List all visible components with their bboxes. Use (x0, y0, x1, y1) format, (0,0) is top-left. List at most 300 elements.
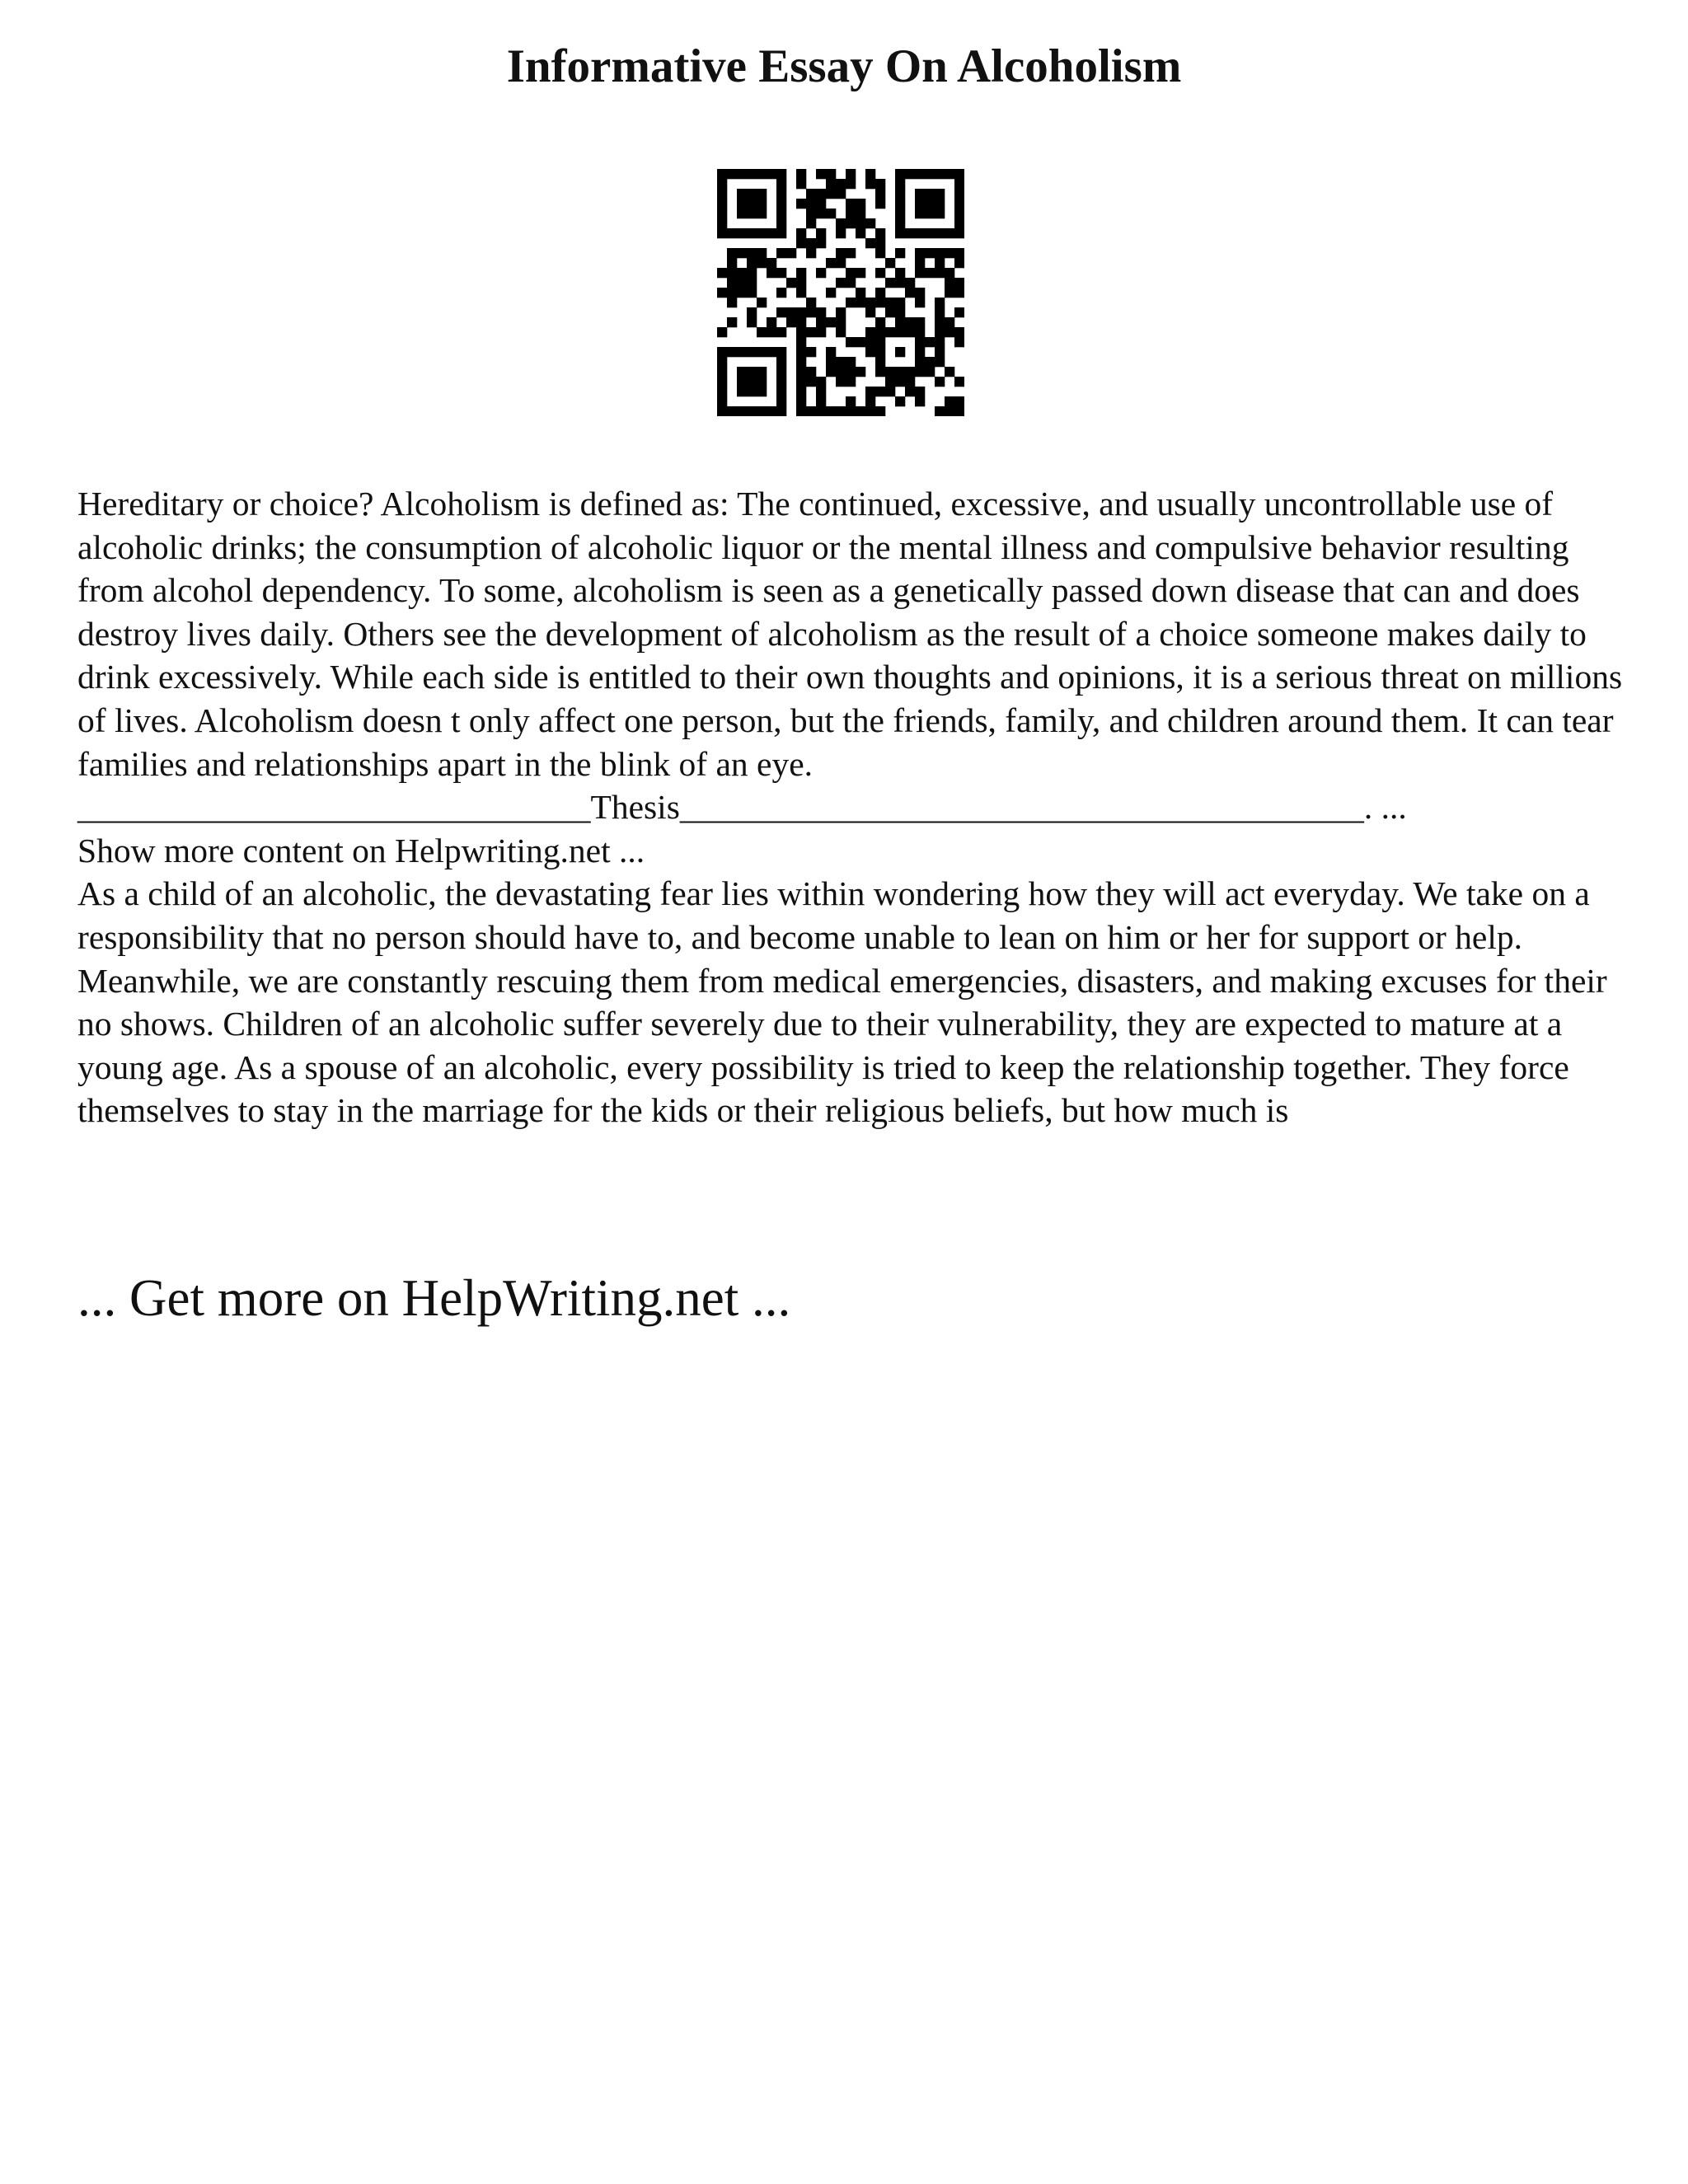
qr-module (945, 327, 954, 337)
qr-module (717, 347, 727, 357)
qr-module (796, 199, 806, 209)
qr-module (935, 258, 945, 268)
qr-module (895, 218, 905, 228)
qr-module (954, 327, 964, 337)
qr-module (856, 288, 865, 298)
qr-module (806, 248, 816, 258)
qr-module (717, 199, 727, 209)
qr-module (905, 288, 915, 298)
qr-module (935, 228, 945, 238)
qr-module (836, 278, 846, 288)
qr-module (776, 169, 786, 179)
qr-module (846, 209, 856, 218)
qr-module (757, 298, 767, 307)
qr-module (915, 387, 925, 396)
qr-module (717, 377, 727, 387)
qr-module (796, 327, 806, 337)
qr-module (865, 337, 875, 347)
qr-module (905, 377, 915, 387)
qr-module (895, 248, 905, 258)
qr-module (757, 199, 767, 209)
qr-module (806, 218, 816, 228)
qr-module (954, 258, 964, 268)
qr-module (954, 278, 964, 288)
document-title: Informative Essay On Alcoholism (506, 40, 1182, 92)
qr-module (935, 248, 945, 258)
qr-module (945, 288, 954, 298)
qr-module (796, 357, 806, 367)
qr-module (925, 367, 935, 377)
qr-module (856, 298, 865, 307)
qr-module (767, 169, 776, 179)
qr-module (747, 189, 757, 199)
qr-module (875, 406, 885, 416)
qr-module (806, 238, 816, 248)
qr-module (727, 298, 737, 307)
qr-module (727, 288, 737, 298)
qr-module (895, 179, 905, 189)
qr-module (905, 327, 915, 337)
qr-module (767, 327, 776, 337)
qr-module (757, 228, 767, 238)
qr-module (806, 347, 816, 357)
qr-module (836, 307, 846, 317)
qr-module (945, 248, 954, 258)
qr-module (826, 317, 836, 327)
qr-module (806, 189, 816, 199)
thesis-line: ______________________________Thesis________________________________________. ... (77, 788, 1407, 827)
qr-module (776, 218, 786, 228)
qr-module (905, 317, 915, 327)
qr-module (875, 387, 885, 396)
qr-module (806, 199, 816, 209)
qr-module (757, 406, 767, 416)
qr-module (895, 278, 905, 288)
qr-module (717, 396, 727, 406)
qr-module (806, 209, 816, 218)
qr-module (826, 367, 836, 377)
qr-module (767, 258, 776, 268)
qr-module (816, 307, 826, 317)
qr-module (885, 298, 895, 307)
qr-module (826, 406, 836, 416)
qr-module (806, 307, 816, 317)
qr-module (895, 228, 905, 238)
qr-module (836, 228, 846, 238)
qr-module (945, 396, 954, 406)
qr-module (935, 169, 945, 179)
qr-module (865, 298, 875, 307)
qr-module (816, 406, 826, 416)
qr-module (925, 337, 935, 347)
qr-module (895, 327, 905, 337)
qr-module (786, 307, 796, 317)
intro-paragraph: Hereditary or choice? Alcoholism is defined as: The continued, excessive, and usually uncontrollable use of alcoholic drinks; the consumption of alcoholic liquor or the mental illness and compulsive behavior resulting from alcohol dependency. To some, alcoholism is seen as a genetically passed down disease that can and does destroy lives daily. Others see the development of alcoholism as the result of a choice someone makes daily to drink excessively. While each side is entitled to their own thoughts and opinions, it is a serious threat on millions of lives. Alcoholism doesn t only affect one person, but the friends, family, and children around them. It can tear families and relationships apart in the blink of an eye. (77, 485, 1623, 783)
qr-module (875, 347, 885, 357)
qr-module (796, 406, 806, 416)
qr-module (776, 288, 786, 298)
qr-module (796, 337, 806, 347)
qr-module (875, 357, 885, 367)
qr-module (717, 367, 727, 377)
qr-module (865, 307, 875, 317)
qr-module (826, 179, 836, 189)
qr-module (796, 317, 806, 327)
qr-module (875, 179, 885, 189)
qr-module (895, 367, 905, 377)
qr-module (935, 317, 945, 327)
qr-module (846, 298, 856, 307)
qr-module (875, 317, 885, 327)
qr-module (836, 248, 846, 258)
qr-module (786, 248, 796, 258)
qr-module (747, 377, 757, 387)
qr-module (776, 179, 786, 189)
qr-module (915, 268, 925, 278)
qr-module (846, 179, 856, 189)
qr-module (945, 317, 954, 327)
qr-module (895, 298, 905, 307)
qr-module (865, 406, 875, 416)
qr-module (915, 199, 925, 209)
qr-module (737, 406, 747, 416)
qr-module (786, 317, 796, 327)
qr-module (796, 228, 806, 238)
qr-module (935, 357, 945, 367)
qr-module (737, 387, 747, 396)
qr-module (796, 288, 806, 298)
qr-module (885, 307, 895, 317)
qr-module (865, 327, 875, 337)
qr-module (816, 228, 826, 238)
qr-module (856, 268, 865, 278)
qr-module (747, 347, 757, 357)
qr-module (885, 377, 895, 387)
qr-module (776, 347, 786, 357)
qr-module (747, 307, 757, 317)
qr-module (856, 199, 865, 209)
qr-module (865, 218, 875, 228)
qr-module (767, 268, 776, 278)
qr-module (727, 248, 737, 258)
qr-module (796, 268, 806, 278)
qr-module (806, 298, 816, 307)
qr-module (836, 377, 846, 387)
qr-module (846, 278, 856, 288)
qr-module (915, 347, 925, 357)
qr-module (925, 248, 935, 258)
qr-module (717, 268, 727, 278)
qr-module (757, 169, 767, 179)
qr-module (786, 278, 796, 288)
qr-module (796, 169, 806, 179)
qr-module (915, 337, 925, 347)
qr-module (954, 377, 964, 387)
qr-module (747, 278, 757, 288)
qr-module (865, 347, 875, 357)
qr-module (727, 228, 737, 238)
qr-module (796, 278, 806, 288)
qr-module (875, 238, 885, 248)
qr-module (776, 199, 786, 209)
second-paragraph: As a child of an alcoholic, the devastating fear lies within wondering how they will act everyday. We take on a responsibility that no person should have to, and become unable to lean on him or her for support or help. Meanwhile, we are constantly rescuing them from medical emergencies, disasters, and making excuses for their no shows. Children of an alcoholic suffer severely due to their vulnerability, they are expected to mature at a young age. As a spouse of an alcoholic, every possibility is tried to keep the relationship together. They force themselves to stay in the marriage for the kids or their religious beliefs, but how much is (77, 874, 1607, 1130)
qr-module (757, 327, 767, 337)
qr-module (846, 218, 856, 228)
qr-module (737, 367, 747, 377)
qr-module (796, 377, 806, 387)
qr-module (737, 268, 747, 278)
qr-module (727, 347, 737, 357)
qr-module (945, 406, 954, 416)
qr-module (885, 258, 895, 268)
qr-module (826, 169, 836, 179)
qr-module (846, 377, 856, 387)
qr-module (875, 199, 885, 209)
qr-module (945, 268, 954, 278)
qr-module (747, 209, 757, 218)
qr-module (737, 199, 747, 209)
qr-module (747, 317, 757, 327)
qr-module (915, 169, 925, 179)
qr-module (954, 199, 964, 209)
qr-module (954, 218, 964, 228)
qr-module (895, 169, 905, 179)
qr-module (757, 209, 767, 218)
qr-module (846, 337, 856, 347)
qr-module (875, 288, 885, 298)
qr-module (836, 406, 846, 416)
qr-module (747, 268, 757, 278)
qr-module (737, 189, 747, 199)
qr-module (816, 169, 826, 179)
qr-module (747, 228, 757, 238)
qr-module (846, 169, 856, 179)
qr-module (836, 317, 846, 327)
qr-code-icon (717, 169, 964, 416)
qr-module (925, 169, 935, 179)
qr-module (954, 169, 964, 179)
qr-module (826, 347, 836, 357)
qr-module (954, 337, 964, 347)
qr-module (846, 357, 856, 367)
qr-module (727, 258, 737, 268)
qr-module (806, 377, 816, 387)
qr-module (875, 248, 885, 258)
qr-module (757, 189, 767, 199)
qr-module (796, 396, 806, 406)
qr-module (925, 209, 935, 218)
qr-module (915, 396, 925, 406)
qr-module (954, 209, 964, 218)
qr-module (727, 169, 737, 179)
qr-module (776, 387, 786, 396)
qr-module (954, 396, 964, 406)
qr-module (816, 189, 826, 199)
qr-module (747, 258, 757, 268)
qr-module (905, 169, 915, 179)
qr-module (925, 228, 935, 238)
qr-module (954, 189, 964, 199)
qr-module (865, 179, 875, 189)
qr-module (816, 377, 826, 387)
qr-module (816, 238, 826, 248)
qr-module (895, 377, 905, 387)
qr-module (925, 199, 935, 209)
qr-module (885, 278, 895, 288)
qr-module (767, 406, 776, 416)
qr-module (865, 396, 875, 406)
qr-module (925, 357, 935, 367)
qr-module (895, 189, 905, 199)
qr-module (905, 387, 915, 396)
qr-module (717, 288, 727, 298)
qr-module (747, 387, 757, 396)
qr-module (826, 209, 836, 218)
qr-module (776, 228, 786, 238)
qr-module (767, 347, 776, 357)
qr-module (747, 288, 757, 298)
qr-module (816, 396, 826, 406)
qr-module (925, 268, 935, 278)
qr-module (915, 248, 925, 258)
qr-module (727, 406, 737, 416)
qr-module (856, 337, 865, 347)
qr-module (776, 367, 786, 377)
qr-module (875, 298, 885, 307)
qr-module (836, 357, 846, 367)
qr-module (816, 327, 826, 337)
qr-module (915, 209, 925, 218)
qr-module (895, 347, 905, 357)
qr-module (826, 189, 836, 199)
qr-module (767, 228, 776, 238)
qr-module (796, 179, 806, 189)
qr-module (737, 377, 747, 387)
qr-module (935, 406, 945, 416)
qr-module (737, 347, 747, 357)
qr-module (915, 367, 925, 377)
qr-module (747, 169, 757, 179)
qr-module (915, 317, 925, 327)
qr-module (895, 317, 905, 327)
qr-module (954, 406, 964, 416)
qr-module (875, 337, 885, 347)
qr-module (915, 298, 925, 307)
qr-module (747, 248, 757, 258)
qr-module (846, 248, 856, 258)
qr-module (776, 209, 786, 218)
qr-module (954, 248, 964, 258)
essay-body (77, 482, 1627, 1132)
qr-module (905, 367, 915, 377)
qr-module (776, 248, 786, 258)
qr-module (885, 327, 895, 337)
qr-module (737, 209, 747, 218)
qr-module (816, 387, 826, 396)
qr-module (915, 327, 925, 337)
qr-module (816, 268, 826, 278)
qr-module (776, 377, 786, 387)
qr-module (717, 189, 727, 199)
qr-module (796, 367, 806, 377)
qr-module (856, 406, 865, 416)
qr-module (945, 169, 954, 179)
qr-module (737, 228, 747, 238)
qr-module (935, 189, 945, 199)
qr-module (806, 327, 816, 337)
qr-module (717, 169, 727, 179)
qr-module (776, 268, 786, 278)
qr-module (747, 406, 757, 416)
qr-module (925, 189, 935, 199)
qr-module (737, 288, 747, 298)
qr-module (776, 189, 786, 199)
qr-module (954, 307, 964, 317)
qr-module (796, 347, 806, 357)
qr-module (717, 327, 727, 337)
qr-module (915, 228, 925, 238)
qr-module (796, 238, 806, 248)
qr-module (875, 228, 885, 238)
show-more-link[interactable]: Show more content on Helpwriting.net ... (77, 831, 645, 869)
qr-module (875, 189, 885, 199)
qr-module (836, 179, 846, 189)
qr-module (776, 406, 786, 416)
qr-module (717, 387, 727, 396)
qr-module (776, 307, 786, 317)
get-more-link[interactable]: ... Get more on HelpWriting.net ... (77, 1269, 791, 1327)
qr-module (885, 387, 895, 396)
qr-module (796, 387, 806, 396)
qr-module (727, 268, 737, 278)
qr-module (816, 199, 826, 209)
qr-module (935, 307, 945, 317)
qr-module (826, 357, 836, 367)
qr-module (935, 337, 945, 347)
qr-module (915, 357, 925, 367)
qr-module (865, 238, 875, 248)
qr-module (717, 357, 727, 367)
qr-module (905, 278, 915, 288)
qr-module (737, 278, 747, 288)
qr-module (727, 317, 737, 327)
qr-module (856, 218, 865, 228)
qr-module (895, 199, 905, 209)
qr-module (737, 248, 747, 258)
qr-module (895, 209, 905, 218)
qr-module (846, 367, 856, 377)
qr-module (717, 228, 727, 238)
qr-module (846, 268, 856, 278)
qr-module (757, 248, 767, 258)
qr-module (954, 288, 964, 298)
qr-module (935, 268, 945, 278)
qr-module (727, 278, 737, 288)
qr-module (836, 258, 846, 268)
qr-module (826, 258, 836, 268)
qr-module (776, 396, 786, 406)
qr-module (885, 367, 895, 377)
qr-module (865, 169, 875, 179)
qr-module (954, 179, 964, 189)
qr-module (945, 278, 954, 288)
qr-module (747, 199, 757, 209)
qr-module (935, 199, 945, 209)
qr-module (915, 189, 925, 199)
qr-module (935, 377, 945, 387)
qr-module (915, 288, 925, 298)
qr-module (935, 327, 945, 337)
